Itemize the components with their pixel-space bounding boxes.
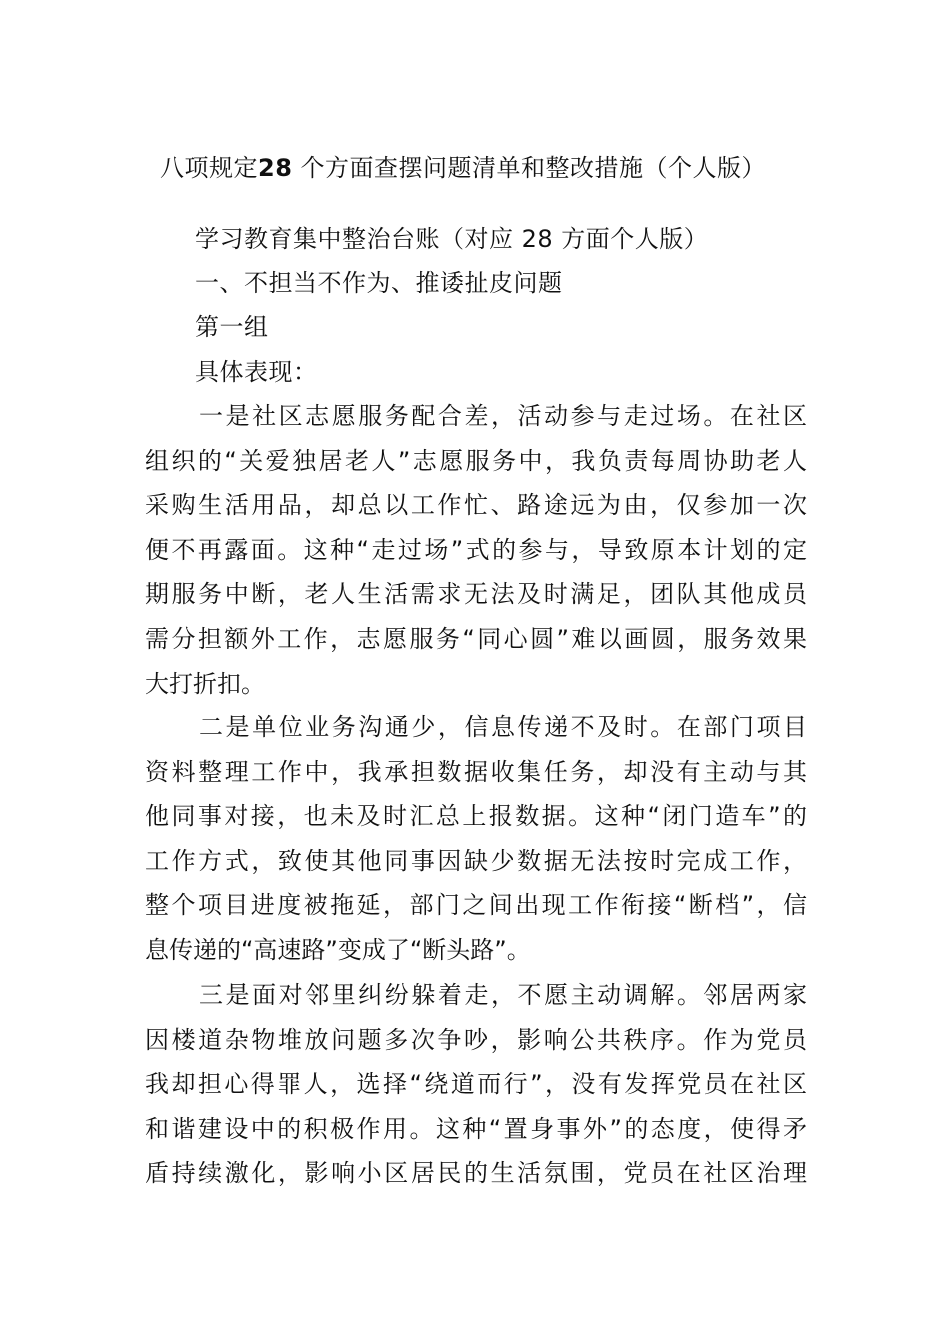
label-heading: 具体表现： xyxy=(195,358,318,386)
text-line: 整个项目进度被拖延，部门之间出现工作衔接“断档”，信 xyxy=(145,891,807,920)
text-line: 一是社区志愿服务配合差，活动参与走过场。在社区 xyxy=(199,402,807,430)
paragraph-1 xyxy=(145,394,807,706)
text-line: 大打折扣。 xyxy=(145,669,265,698)
section-heading: 一、不担当不作为、推诿扯皮问题 xyxy=(195,269,563,297)
text-line: 二是单位业务沟通少，信息传递不及时。在部门项目 xyxy=(199,713,807,741)
text-line: 和谐建设中的积极作用。这种“置身事外”的态度，使得矛 xyxy=(145,1114,807,1143)
subtitle: 学习教育集中整治台账（对应 28 方面个人版） xyxy=(195,225,709,253)
text-line: 需分担额外工作，志愿服务“同心圆”难以画圆，服务效果 xyxy=(145,624,807,653)
group-heading: 第一组 xyxy=(195,313,269,341)
text-line: 息传递的“高速路”变成了“断头路”。 xyxy=(145,935,531,964)
text-line: 他同事对接，也未及时汇总上报数据。这种“闭门造车”的 xyxy=(145,802,807,831)
text-line: 组织的“关爱独居老人”志愿服务中，我负责每周协助老人 xyxy=(145,446,807,475)
document-title xyxy=(160,148,766,183)
text-line: 采购生活用品，却总以工作忙、路途远为由，仅参加一次 xyxy=(145,491,807,520)
text-line: 工作方式，致使其他同事因缺少数据无法按时完成工作， xyxy=(145,846,807,875)
text-line: 因楼道杂物堆放问题多次争吵，影响公共秩序。作为党员 xyxy=(145,1025,807,1054)
title-prefix: 八项规定 xyxy=(160,154,258,182)
text-line: 便不再露面。这种“走过场”式的参与，导致原本计划的定 xyxy=(145,535,807,564)
paragraph-2 xyxy=(145,705,807,973)
title-suffix: 个方面查摆问题清单和整改措施（个人版） xyxy=(300,154,767,182)
text-line: 期服务中断，老人生活需求无法及时满足，团队其他成员 xyxy=(145,580,807,609)
text-line: 三是面对邻里纠纷躲着走，不愿主动调解。邻居两家 xyxy=(199,981,807,1009)
text-line: 资料整理工作中，我承担数据收集任务，却没有主动与其 xyxy=(145,757,807,786)
title-number: 28 xyxy=(258,154,293,182)
text-line: 我却担心得罪人，选择“绕道而行”，没有发挥党员在社区 xyxy=(145,1070,807,1099)
paragraph-3 xyxy=(145,973,807,1196)
text-line: 盾持续激化，影响小区居民的生活氛围，党员在社区治理 xyxy=(145,1159,807,1188)
